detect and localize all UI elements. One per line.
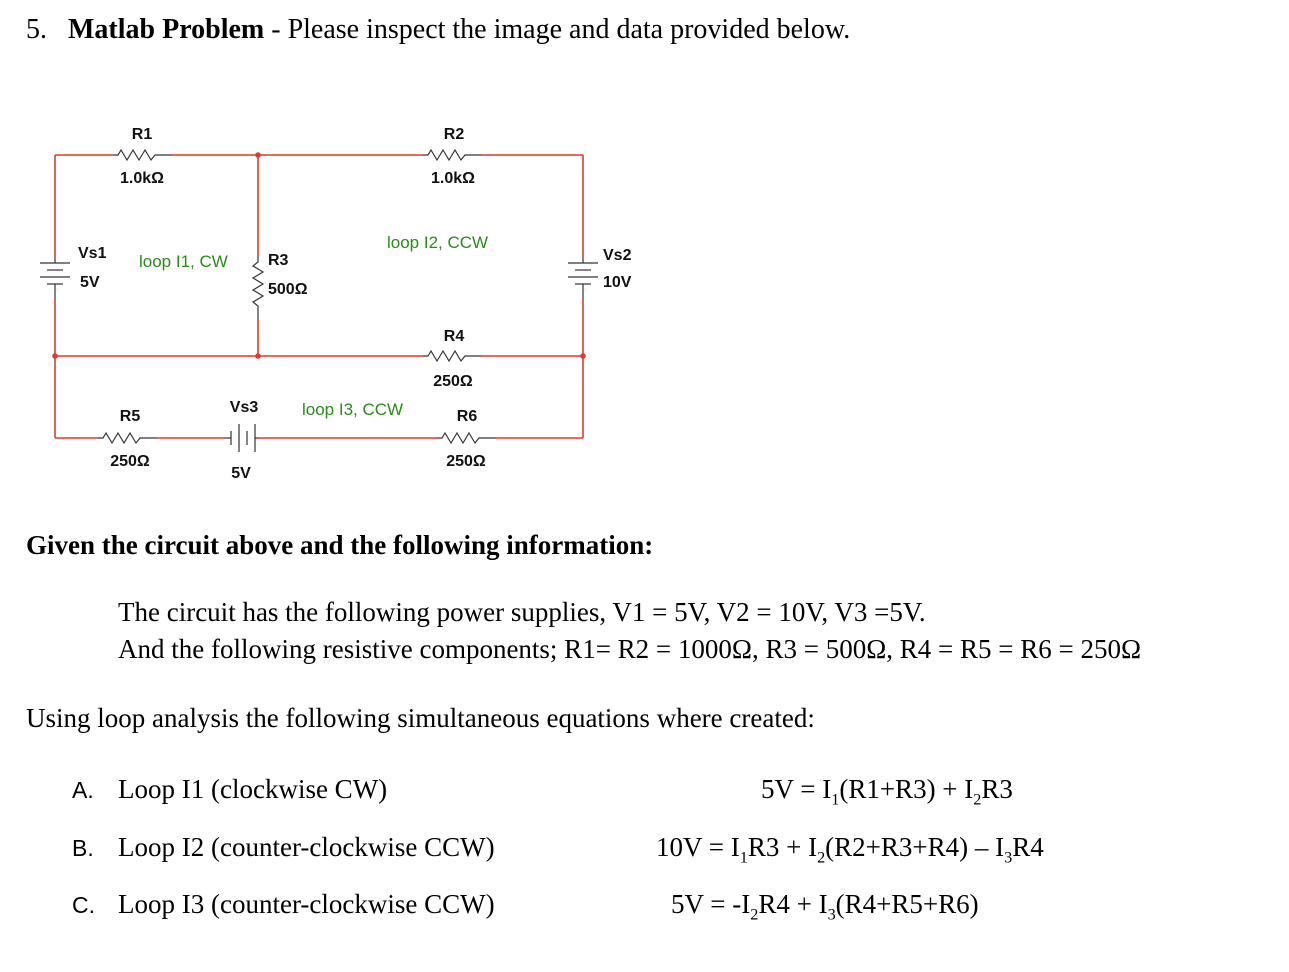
r4-name: R4 (443, 328, 465, 345)
vs1-name: Vs1 (78, 245, 107, 262)
loop-i1-label: Loop I1 (clockwise CW) (118, 774, 388, 804)
equation-b (656, 832, 1044, 867)
problem-instruction: Please inspect the image and data provided below. (287, 14, 851, 45)
loop-i3-label: Loop I3 (counter-clockwise CCW) (118, 889, 495, 919)
eq-c-sub: 3 (827, 905, 836, 924)
info-power-supplies: The circuit has the following power supplies, V1 = 5V, V2 = 10V, V3 =5V. (118, 597, 926, 627)
r1-name: R1 (131, 126, 153, 143)
vs1-symbol (40, 258, 70, 300)
letter-a: A. (72, 777, 94, 803)
vs3-name: Vs3 (229, 399, 259, 416)
r2-symbol (423, 150, 482, 160)
r5-symbol (98, 433, 157, 443)
equation-label-b (72, 832, 495, 863)
eq-a-part: 5V = I (761, 774, 832, 804)
eq-c-sub: 2 (750, 905, 759, 924)
eq-c-part: 5V = -I (671, 889, 751, 919)
vs2-value: 10V (603, 274, 632, 291)
eq-b-sub: 2 (817, 848, 826, 867)
vs2-symbol (568, 258, 598, 300)
vs3-value: 5V (231, 465, 251, 482)
using-text: Using loop analysis the following simultaneous equations where created: (26, 703, 815, 733)
equation-label-c (72, 889, 495, 920)
vs1-value: 5V (80, 274, 100, 291)
eq-a-part: (R1+R3) + I (839, 774, 974, 804)
equation-c (671, 889, 979, 924)
info-resistors: And the following resistive components; R1= R2 = 1000Ω, R3 = 500Ω, R4 = R5 = R6 = 250Ω (118, 634, 1142, 664)
equation-a (761, 774, 1013, 809)
r4-value: 250Ω (433, 373, 473, 390)
vs2-name: Vs2 (603, 247, 632, 264)
eq-b-part: R3 + I (747, 832, 818, 862)
eq-b-part: (R2+R3+R4) – I (825, 832, 1005, 862)
r3-name: R3 (268, 252, 289, 269)
eq-c-part: (R4+R5+R6) (835, 889, 979, 919)
eq-b-sub: 1 (739, 848, 748, 867)
loop3-label: loop I3, CCW (302, 400, 404, 419)
r3-value: 500Ω (268, 281, 308, 298)
eq-a-sub: 2 (973, 790, 982, 809)
problem-number: 5. (26, 14, 47, 45)
r3-symbol (253, 255, 263, 320)
header-dash: - (264, 14, 288, 45)
eq-a-sub: 1 (831, 790, 840, 809)
r5-name: R5 (119, 408, 141, 425)
r6-name: R6 (456, 408, 478, 425)
loop2-label: loop I2, CCW (387, 233, 489, 252)
circuit-wires (55, 155, 583, 438)
given-heading: Given the circuit above and the following information: (26, 530, 654, 560)
eq-c-part: R4 + I (758, 889, 828, 919)
r2-value: 1.0kΩ (431, 170, 475, 187)
eq-b-part: 10V = I (656, 832, 740, 862)
r5-value: 250Ω (110, 453, 150, 470)
r1-value: 1.0kΩ (120, 170, 164, 187)
eq-b-sub: 3 (1004, 848, 1013, 867)
r1-symbol (113, 150, 172, 160)
eq-a-part: R3 (981, 774, 1013, 804)
problem-title: Matlab Problem (68, 14, 265, 45)
r2-name: R2 (443, 126, 465, 143)
eq-b-part: R4 (1012, 832, 1044, 862)
r4-symbol (423, 351, 482, 361)
r6-value: 250Ω (446, 453, 486, 470)
r6-symbol (437, 433, 496, 443)
loop1-label: loop I1, CW (139, 252, 228, 271)
letter-b: B. (72, 835, 94, 861)
letter-c: C. (72, 892, 95, 918)
vs3-symbol (225, 424, 258, 452)
equation-label-a (72, 774, 387, 805)
loop-i2-label: Loop I2 (counter-clockwise CCW) (118, 832, 495, 862)
